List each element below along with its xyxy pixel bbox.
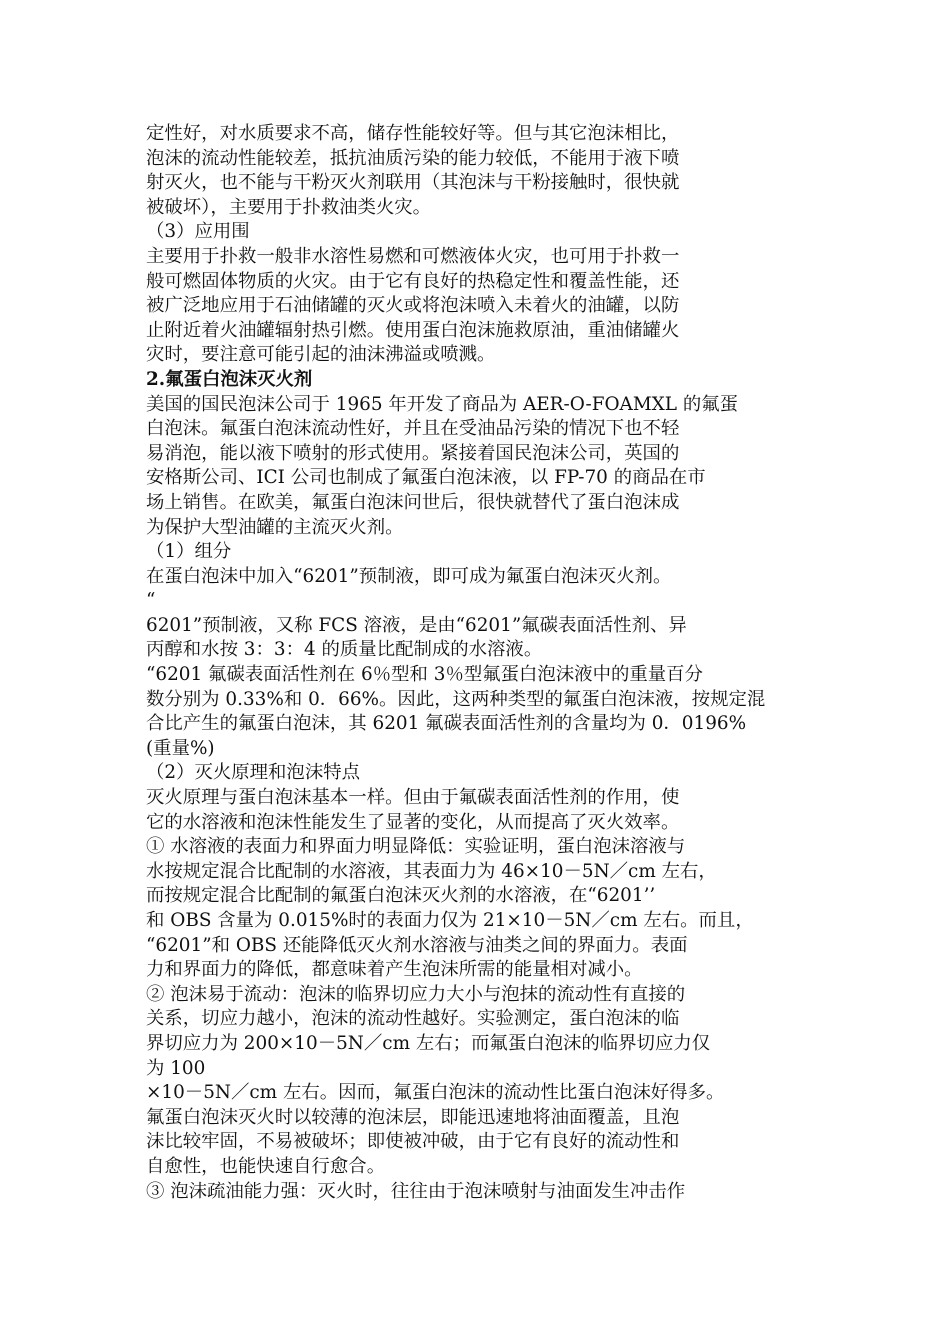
text-line: 被破坏），主要用于扑救油类火灾。	[146, 196, 432, 218]
text-line: 美国的国民泡沫公司于 1965 年开发了商品为 AER-O-FOAMXL 的氟蛋	[146, 393, 738, 415]
text-line: 它的水溶液和泡沫性能发生了显著的变化，从而提高了灭火效率。	[146, 811, 680, 833]
text-line: 6201”预制液，又称 FCS 溶液，是由“6201”氟碳表面活性剂、异	[146, 614, 687, 636]
text-line: （1）组分	[146, 541, 232, 563]
text-line: ③ 泡沫疏油能力强：灭火时，往往由于泡沫喷射与油面发生冲击作	[146, 1180, 686, 1202]
text-line: 被广泛地应用于石油储罐的灭火或将泡沫喷入未着火的油罐，以防	[146, 295, 680, 317]
text-line: 氟蛋白泡沫灭火时以较薄的泡沫层，即能迅速地将油面覆盖，且泡	[146, 1106, 680, 1128]
text-line: 自愈性，也能快速自行愈合。	[146, 1155, 386, 1177]
text-line: 和 OBS 含量为 0.015%时的表面力仅为 21×10－5N／cm 左右。而且，	[146, 910, 754, 931]
text-line: 在蛋白泡沫中加入“6201”预制液，即可成为氟蛋白泡沫灭火剂。	[146, 565, 672, 587]
text-line: 丙醇和水按 3：3：4 的质量比配制成的水溶液。	[146, 639, 543, 661]
text-line: （3）应用围	[146, 221, 250, 243]
text-line: 水按规定混合比配制的水溶液，其表面力为 46×10－5N／cm 左右，	[146, 860, 717, 882]
text-line: （2）灭火原理和泡沫特点	[146, 762, 360, 784]
text-line: 射灭火，也不能与干粉灭火剂联用（其泡沫与干粉接触时，很快就	[146, 172, 680, 194]
text-line: 界切应力为 200×10－5N／cm 左右；而氟蛋白泡沫的临界切应力仅	[146, 1032, 711, 1054]
document-page	[146, 122, 836, 1204]
text-line: 泡沫的流动性能较差，抵抗油质污染的能力较低，不能用于液下喷	[146, 147, 680, 169]
text-line: 白泡沫。氟蛋白泡沫流动性好，并且在受油品污染的情况下也不轻	[146, 418, 680, 440]
text-line: ×10－5N／cm 左右。因而，氟蛋白泡沫的流动性比蛋白泡沫好得多。	[146, 1082, 725, 1104]
text-line: 力和界面力的降低，都意味着产生泡沫所需的能量相对减小。	[146, 959, 643, 981]
text-line: “	[146, 590, 156, 612]
text-line: 为保护大型油罐的主流灭火剂。	[146, 516, 404, 538]
text-line: 止附近着火油罐辐射热引燃。使用蛋白泡沫施救原油，重油储罐火	[146, 319, 680, 341]
text-line: 而按规定混合比配制的氟蛋白泡沫灭火剂的水溶液，在“6201’’	[146, 885, 656, 907]
text-line: 灭火原理与蛋白泡沫基本一样。但由于氟碳表面活性剂的作用，使	[146, 787, 680, 809]
text-line: 为 100	[146, 1057, 206, 1079]
text-line: 数分别为 0.33%和 0．66%。因此，这两种类型的氟蛋白泡沫液，按规定混	[146, 688, 766, 710]
section-heading: 2.氟蛋白泡沫灭火剂	[146, 368, 313, 390]
text-line: ① 水溶液的表面力和界面力明显降低：实验证明，蛋白泡沫溶液与	[146, 836, 686, 858]
text-line: 灾时，要注意可能引起的油沫沸溢或喷溅。	[146, 344, 496, 366]
text-line: “6201 氟碳表面活性剂在 6％型和 3％型氟蛋白泡沫液中的重量百分	[146, 664, 703, 686]
text-line: 合比产生的氟蛋白泡沫，其 6201 氟碳表面活性剂的含量均为 0．0196%	[146, 713, 747, 735]
text-line: 场上销售。在欧美，氟蛋白泡沫问世后，很快就替代了蛋白泡沫成	[146, 491, 680, 513]
text-line: ② 泡沫易于流动：泡沫的临界切应力大小与泡抹的流动性有直接的	[146, 983, 686, 1005]
text-line: 易消泡，能以液下喷射的形式使用。紧接着国民泡沫公司，英国的	[146, 442, 680, 464]
text-line: 主要用于扑救一般非水溶性易燃和可燃液体火灾，也可用于扑救一	[146, 245, 680, 267]
text-line: 安格斯公司、ICI 公司也制成了氟蛋白泡沫液，以 FP-70 的商品在市	[146, 467, 706, 489]
text-line: 定性好，对水质要求不高，储存性能较好等。但与其它泡沫相比，	[146, 123, 680, 144]
text-line: “6201”和 OBS 还能降低灭火剂水溶液与油类之间的界面力。表面	[146, 934, 688, 956]
text-line: 般可燃固体物质的火灾。由于它有良好的热稳定性和覆盖性能，还	[146, 270, 680, 292]
text-line: (重量%)	[146, 737, 215, 759]
text-line: 关系，切应力越小，泡沫的流动性越好。实验测定，蛋白泡沫的临	[146, 1008, 680, 1030]
text-line: 沫比较牢固，不易被破坏；即使被冲破，由于它有良好的流动性和	[146, 1131, 680, 1153]
